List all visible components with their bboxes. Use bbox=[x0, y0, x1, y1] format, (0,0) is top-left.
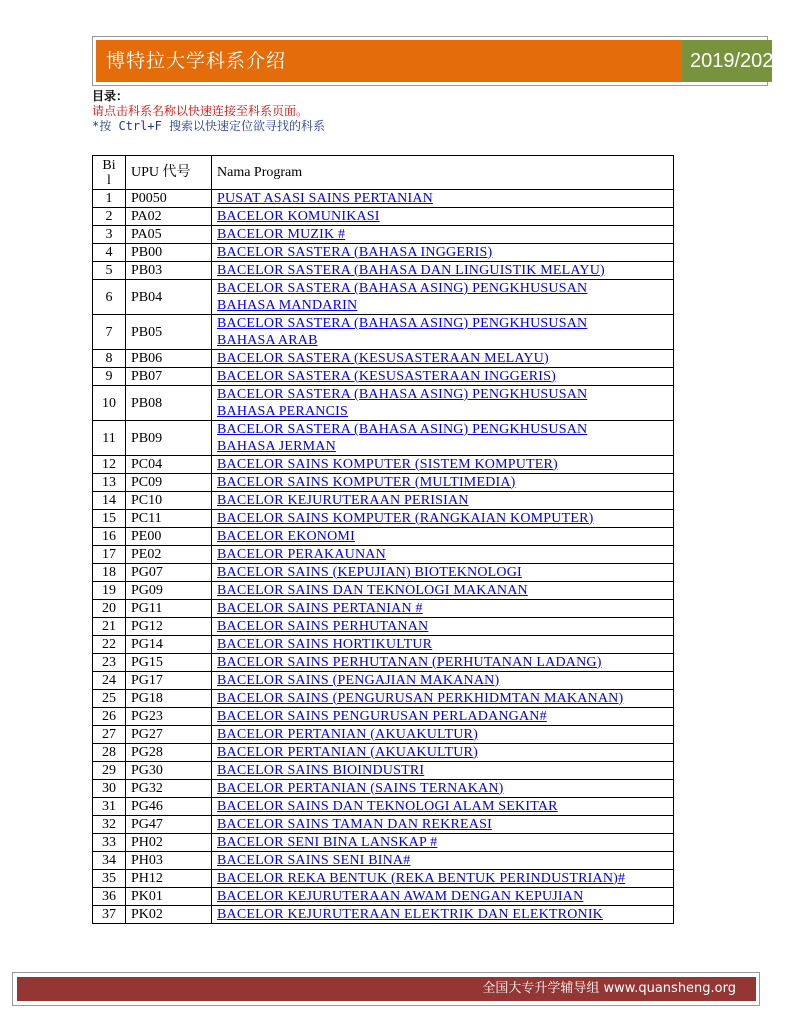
program-name-cell bbox=[212, 798, 674, 816]
program-name-cell bbox=[212, 834, 674, 852]
table-row bbox=[93, 190, 674, 208]
upu-code: PE02 bbox=[126, 546, 212, 564]
program-name-cell bbox=[212, 672, 674, 690]
row-number: 24 bbox=[93, 672, 126, 690]
row-number: 22 bbox=[93, 636, 126, 654]
row-number: 5 bbox=[93, 262, 126, 280]
table-row bbox=[93, 244, 674, 262]
program-name-cell bbox=[212, 368, 674, 386]
program-link[interactable]: BACELOR KOMUNIKASI bbox=[217, 208, 380, 224]
program-name-cell bbox=[212, 906, 674, 924]
upu-code: P0050 bbox=[126, 190, 212, 208]
program-name-cell bbox=[212, 780, 674, 798]
program-name-cell bbox=[212, 852, 674, 870]
table-row bbox=[93, 654, 674, 672]
upu-code: PH12 bbox=[126, 870, 212, 888]
program-link[interactable]: BACELOR SAINS TAMAN DAN REKREASI bbox=[217, 816, 492, 832]
program-name-cell bbox=[212, 870, 674, 888]
upu-code: PG12 bbox=[126, 618, 212, 636]
row-number: 1 bbox=[93, 190, 126, 208]
toc-instruction-click: 请点击科系名称以快速连接至科系页面。 bbox=[92, 104, 309, 118]
program-link[interactable]: BACELOR SASTERA (KESUSASTERAAN INGGERIS) bbox=[217, 368, 556, 384]
row-number: 14 bbox=[93, 492, 126, 510]
row-number: 13 bbox=[93, 474, 126, 492]
table-row bbox=[93, 280, 674, 315]
upu-code: PC11 bbox=[126, 510, 212, 528]
table-row bbox=[93, 386, 674, 421]
table-row bbox=[93, 672, 674, 690]
row-number: 30 bbox=[93, 780, 126, 798]
program-link[interactable]: BACELOR SASTERA (BAHASA DAN LINGUISTIK MELAYU) bbox=[217, 262, 605, 278]
row-number: 26 bbox=[93, 708, 126, 726]
program-name-cell bbox=[212, 726, 674, 744]
program-name-cell bbox=[212, 421, 674, 456]
program-link[interactable]: BACELOR SAINS PERHUTANAN bbox=[217, 618, 429, 634]
program-link[interactable]: BACELOR SASTERA (KESUSASTERAAN MELAYU) bbox=[217, 350, 549, 366]
program-name-cell bbox=[212, 654, 674, 672]
table-row bbox=[93, 762, 674, 780]
row-number: 33 bbox=[93, 834, 126, 852]
table-row bbox=[93, 546, 674, 564]
upu-code: PH02 bbox=[126, 834, 212, 852]
program-name-cell bbox=[212, 244, 674, 262]
program-name-cell bbox=[212, 510, 674, 528]
upu-code: PG15 bbox=[126, 654, 212, 672]
upu-code: PG23 bbox=[126, 708, 212, 726]
upu-code: PG09 bbox=[126, 582, 212, 600]
table-of-contents-note bbox=[92, 89, 692, 134]
program-link[interactable]: BACELOR PERAKAUNAN bbox=[217, 546, 386, 562]
program-name-cell bbox=[212, 546, 674, 564]
row-number: 20 bbox=[93, 600, 126, 618]
table-row bbox=[93, 600, 674, 618]
table-row bbox=[93, 726, 674, 744]
program-name-cell bbox=[212, 618, 674, 636]
upu-code: PG46 bbox=[126, 798, 212, 816]
program-link[interactable]: BACELOR KEJURUTERAAN AWAM DENGAN KEPUJIAN bbox=[217, 888, 584, 904]
program-link[interactable]: BACELOR SAINS PERTANIAN # bbox=[217, 600, 423, 616]
table-header-row bbox=[93, 156, 674, 190]
program-name-cell bbox=[212, 226, 674, 244]
table-row bbox=[93, 708, 674, 726]
program-link[interactable]: BACELOR SASTERA (BAHASA ASING) PENGKHUSUSAN bbox=[217, 316, 588, 331]
program-link[interactable]: BACELOR KEJURUTERAAN ELEKTRIK DAN ELEKTRONIK bbox=[217, 906, 603, 922]
program-name-cell bbox=[212, 350, 674, 368]
table-row bbox=[93, 208, 674, 226]
program-link[interactable]: BACELOR SAINS HORTIKULTUR bbox=[217, 636, 433, 652]
program-link[interactable]: BACELOR SASTERA (BAHASA INGGERIS) bbox=[217, 244, 493, 260]
program-name-cell bbox=[212, 492, 674, 510]
upu-code: PG07 bbox=[126, 564, 212, 582]
table-row bbox=[93, 744, 674, 762]
upu-code: PB03 bbox=[126, 262, 212, 280]
table-row bbox=[93, 528, 674, 546]
toc-instruction-search: *按 Ctrl+F 搜索以快速定位欲寻找的科系 bbox=[92, 119, 326, 133]
table-row bbox=[93, 262, 674, 280]
program-link[interactable]: BACELOR SASTERA (BAHASA ASING) PENGKHUSUSAN bbox=[217, 387, 588, 402]
upu-code: PH03 bbox=[126, 852, 212, 870]
row-number: 6 bbox=[93, 280, 126, 315]
upu-code: PC10 bbox=[126, 492, 212, 510]
program-link[interactable]: BACELOR SAINS (PENGAJIAN MAKANAN) bbox=[217, 672, 500, 688]
program-link[interactable]: BACELOR SASTERA (BAHASA ASING) PENGKHUSUSAN bbox=[217, 281, 588, 296]
row-number: 8 bbox=[93, 350, 126, 368]
upu-code: PB05 bbox=[126, 315, 212, 350]
program-table bbox=[92, 155, 674, 924]
program-name-cell bbox=[212, 315, 674, 350]
column-header-bil-top: Bi bbox=[102, 157, 116, 173]
program-name-cell bbox=[212, 208, 674, 226]
program-link[interactable]: BACELOR SAINS KOMPUTER (SISTEM KOMPUTER) bbox=[217, 456, 558, 472]
toc-label: 目录： bbox=[92, 89, 129, 103]
program-link-continued[interactable]: BAHASA PERANCIS bbox=[217, 404, 348, 419]
program-link[interactable]: BACELOR SAINS (PENGURUSAN PERKHIDMTAN MAKANAN) bbox=[217, 690, 624, 706]
table-row bbox=[93, 870, 674, 888]
program-rows bbox=[93, 190, 674, 924]
table-row bbox=[93, 456, 674, 474]
table-row bbox=[93, 226, 674, 244]
row-number: 9 bbox=[93, 368, 126, 386]
upu-code: PG17 bbox=[126, 672, 212, 690]
program-name-cell bbox=[212, 600, 674, 618]
upu-code: PB04 bbox=[126, 280, 212, 315]
program-name-cell bbox=[212, 564, 674, 582]
upu-code: PB07 bbox=[126, 368, 212, 386]
column-header-program-name: Nama Program bbox=[212, 156, 674, 190]
upu-code: PK01 bbox=[126, 888, 212, 906]
program-link[interactable]: BACELOR EKONOMI bbox=[217, 528, 355, 544]
program-link[interactable]: BACELOR REKA BENTUK (REKA BENTUK PERINDUSTRIAN)# bbox=[217, 870, 626, 886]
row-number: 31 bbox=[93, 798, 126, 816]
page-footer bbox=[12, 972, 760, 1006]
program-link[interactable]: BACELOR SAINS (KEPUJIAN) BIOTEKNOLOGI bbox=[217, 564, 522, 580]
program-name-cell bbox=[212, 816, 674, 834]
table-row bbox=[93, 492, 674, 510]
upu-code: PG32 bbox=[126, 780, 212, 798]
program-name-cell bbox=[212, 474, 674, 492]
row-number: 28 bbox=[93, 744, 126, 762]
table-row bbox=[93, 816, 674, 834]
row-number: 2 bbox=[93, 208, 126, 226]
program-link[interactable]: BACELOR PERTANIAN (AKUAKULTUR) bbox=[217, 744, 478, 760]
program-name-cell bbox=[212, 690, 674, 708]
table-row bbox=[93, 906, 674, 924]
row-number: 25 bbox=[93, 690, 126, 708]
program-name-cell bbox=[212, 708, 674, 726]
program-link[interactable]: BACELOR KEJURUTERAAN PERISIAN bbox=[217, 492, 469, 508]
program-name-cell bbox=[212, 636, 674, 654]
table-row bbox=[93, 690, 674, 708]
program-name-cell bbox=[212, 456, 674, 474]
table-row bbox=[93, 510, 674, 528]
page-header bbox=[92, 36, 785, 86]
program-name-cell bbox=[212, 888, 674, 906]
upu-code: PB06 bbox=[126, 350, 212, 368]
upu-code: PC04 bbox=[126, 456, 212, 474]
program-link[interactable]: BACELOR SAINS DAN TEKNOLOGI ALAM SEKITAR bbox=[217, 798, 558, 814]
upu-code: PB09 bbox=[126, 421, 212, 456]
row-number: 11 bbox=[93, 421, 126, 456]
upu-code: PG18 bbox=[126, 690, 212, 708]
table-row bbox=[93, 350, 674, 368]
table-row bbox=[93, 474, 674, 492]
program-link[interactable]: BACELOR SENI BINA LANSKAP # bbox=[217, 834, 438, 850]
program-link[interactable]: BACELOR SASTERA (BAHASA ASING) PENGKHUSUSAN bbox=[217, 422, 588, 437]
table-row bbox=[93, 888, 674, 906]
row-number: 16 bbox=[93, 528, 126, 546]
program-link[interactable]: BACELOR PERTANIAN (SAINS TERNAKAN) bbox=[217, 780, 504, 796]
row-number: 35 bbox=[93, 870, 126, 888]
table-row bbox=[93, 852, 674, 870]
upu-code: PK02 bbox=[126, 906, 212, 924]
upu-code: PG27 bbox=[126, 726, 212, 744]
program-link[interactable]: BACELOR SAINS SENI BINA# bbox=[217, 852, 411, 868]
table-row bbox=[93, 421, 674, 456]
row-number: 29 bbox=[93, 762, 126, 780]
table-row bbox=[93, 368, 674, 386]
row-number: 23 bbox=[93, 654, 126, 672]
row-number: 27 bbox=[93, 726, 126, 744]
row-number: 7 bbox=[93, 315, 126, 350]
row-number: 4 bbox=[93, 244, 126, 262]
row-number: 34 bbox=[93, 852, 126, 870]
table-row bbox=[93, 636, 674, 654]
row-number: 10 bbox=[93, 386, 126, 421]
program-name-cell bbox=[212, 744, 674, 762]
column-header-bil-bottom: l bbox=[107, 172, 111, 188]
program-name-cell bbox=[212, 386, 674, 421]
row-number: 12 bbox=[93, 456, 126, 474]
footer-credit: 全国大专升学辅导组 www.quansheng.org bbox=[17, 977, 756, 1001]
upu-code: PG28 bbox=[126, 744, 212, 762]
upu-code: PA02 bbox=[126, 208, 212, 226]
upu-code: PA05 bbox=[126, 226, 212, 244]
program-link[interactable]: PUSAT ASASI SAINS PERTANIAN bbox=[217, 190, 433, 206]
program-name-cell bbox=[212, 280, 674, 315]
program-link-continued[interactable]: BAHASA JERMAN bbox=[217, 439, 336, 454]
program-name-cell bbox=[212, 190, 674, 208]
upu-code: PG11 bbox=[126, 600, 212, 618]
row-number: 3 bbox=[93, 226, 126, 244]
row-number: 21 bbox=[93, 618, 126, 636]
table-row bbox=[93, 618, 674, 636]
table-row bbox=[93, 798, 674, 816]
row-number: 19 bbox=[93, 582, 126, 600]
row-number: 17 bbox=[93, 546, 126, 564]
program-link[interactable]: BACELOR SAINS PENGURUSAN PERLADANGAN# bbox=[217, 708, 547, 724]
page-title: 博特拉大学科系介绍 bbox=[96, 40, 770, 82]
upu-code: PB00 bbox=[126, 244, 212, 262]
row-number: 15 bbox=[93, 510, 126, 528]
program-link[interactable]: BACELOR SAINS BIOINDUSTRI bbox=[217, 762, 425, 778]
upu-code: PE00 bbox=[126, 528, 212, 546]
row-number: 18 bbox=[93, 564, 126, 582]
academic-year: 2019/2020 bbox=[682, 40, 772, 82]
row-number: 32 bbox=[93, 816, 126, 834]
program-link[interactable]: BACELOR SAINS KOMPUTER (MULTIMEDIA) bbox=[217, 474, 516, 490]
program-link-continued[interactable]: BAHASA ARAB bbox=[217, 333, 318, 348]
program-link[interactable]: BACELOR SAINS PERHUTANAN (PERHUTANAN LADANG) bbox=[217, 654, 602, 670]
row-number: 36 bbox=[93, 888, 126, 906]
table-row bbox=[93, 582, 674, 600]
program-link[interactable]: BACELOR PERTANIAN (AKUAKULTUR) bbox=[217, 726, 478, 742]
table-row bbox=[93, 564, 674, 582]
program-link[interactable]: BACELOR MUZIK # bbox=[217, 226, 346, 242]
upu-code: PG14 bbox=[126, 636, 212, 654]
table-row bbox=[93, 834, 674, 852]
table-row bbox=[93, 780, 674, 798]
upu-code: PG47 bbox=[126, 816, 212, 834]
upu-code: PG30 bbox=[126, 762, 212, 780]
column-header-upu-code: UPU 代号 bbox=[126, 156, 212, 190]
table-row bbox=[93, 315, 674, 350]
program-name-cell bbox=[212, 262, 674, 280]
row-number: 37 bbox=[93, 906, 126, 924]
program-name-cell bbox=[212, 528, 674, 546]
program-link-continued[interactable]: BAHASA MANDARIN bbox=[217, 298, 358, 313]
program-link[interactable]: BACELOR SAINS DAN TEKNOLOGI MAKANAN bbox=[217, 582, 528, 598]
upu-code: PC09 bbox=[126, 474, 212, 492]
program-name-cell bbox=[212, 762, 674, 780]
program-link[interactable]: BACELOR SAINS KOMPUTER (RANGKAIAN KOMPUTER) bbox=[217, 510, 594, 526]
upu-code: PB08 bbox=[126, 386, 212, 421]
column-header-bil bbox=[93, 156, 126, 190]
program-name-cell bbox=[212, 582, 674, 600]
